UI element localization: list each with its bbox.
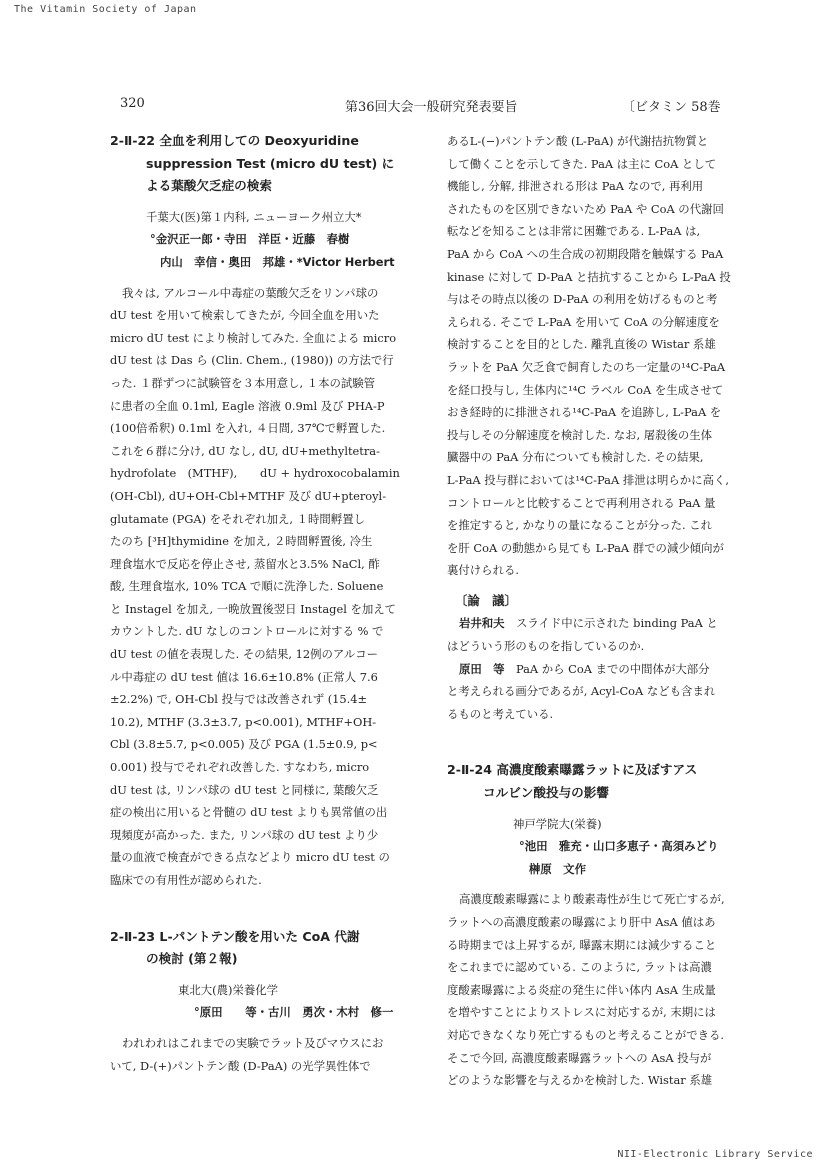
body-text-line: をこれまでに認めている. このように, ラットは高濃: [447, 960, 712, 975]
abstract-23-authors: °原田 等・古川 勇次・木村 修一: [194, 1005, 394, 1020]
body-text-line: して働くことを示してきた. PaA は主に CoA として: [447, 156, 717, 171]
abstract-24-authors: 榊原 文作: [529, 861, 586, 876]
body-text-line: 裏付けられる.: [447, 563, 519, 578]
body-text-line: これを６群に分け, dU なし, dU, dU+methyltetra-: [110, 443, 380, 458]
body-text-line: micro dU test により検討してみた. 全血による micro: [110, 330, 397, 345]
page-number: 320: [120, 96, 145, 111]
body-text-line: (OH-Cbl), dU+OH-Cbl+MTHF 及び dU+pteroyl-: [110, 488, 387, 503]
discussion-question-line: はどういう形のものを指しているのか.: [447, 639, 645, 654]
body-text-line: おき経時的に排泄される¹⁴C-PaA を追跡し, L-PaA を: [447, 405, 722, 420]
abstract-23-title-line: 2-Ⅱ-23 L-パントテン酸を用いた CoA 代謝: [110, 928, 360, 944]
body-text-line: 与はその時点以後の D-PaA の利用を妨げるものと考: [447, 292, 718, 307]
body-text-line: 度酸素曝露による炎症の発生に伴い体内 AsA 生成量: [447, 982, 716, 997]
abstract-22-affiliation: 千葉大(医)第１内科, ニューヨーク州立大*: [146, 209, 362, 224]
body-text-line: そこで今回, 高濃度酸素曝露ラットへの AsA 投与が: [447, 1050, 712, 1065]
body-text-line: 機能し, 分解, 排泄される形は PaA なので, 再利用: [447, 179, 704, 194]
body-text-line: hydrofolate (MTHF), dU + hydroxocobalamin: [110, 466, 400, 481]
body-text-line: あるL-(−)パントテン酸 (L-PaA) が代謝拮抗物質と: [447, 134, 709, 148]
body-text-line: PaA から CoA への生合成の初期段階を触媒する PaA: [447, 246, 724, 261]
body-text-line: どのような影響を与えるかを検討した. Wistar 系雄: [447, 1073, 713, 1088]
body-text-line: dU test は, リンパ球の dU test と同様に, 葉酸欠乏: [110, 782, 379, 797]
body-text-line: dU test の値を表現した. その結果, 12例のアルコー: [110, 647, 379, 662]
body-text-line: ±2.2%) で, OH-Cbl 投与では改善されず (15.4±: [110, 692, 368, 707]
body-text-line: った. １群ずつに試験管を３本用意し, １本の試験管: [110, 375, 376, 390]
running-title: 第36回大会一般研究発表要旨: [345, 100, 518, 115]
body-text-line: 理食塩水で反応を停止させ, 蒸留水と3.5% NaCl, 酢: [110, 556, 380, 571]
body-text-line: われわれはこれまでの実験でラット及びマウスにお: [122, 1035, 384, 1050]
body-text-line: 高濃度酸素曝露により酸素毒性が生じて死亡するが,: [459, 892, 725, 907]
body-text-line: いて, D-(+)パントテン酸 (D-PaA) の光学異性体で: [110, 1058, 371, 1073]
body-text-line: 0.001) 投与でそれぞれ改善した. すなわち, micro: [110, 760, 370, 775]
body-text-line: たのち [³H]thymidine を加え, ２時間孵置後, 冷生: [110, 534, 373, 549]
abstract-22-title-line: 2-Ⅱ-22 全血を利用しての Deoxyuridine: [110, 133, 359, 148]
abstract-24-authors: °池田 雅充・山口多恵子・高須みどり: [519, 839, 719, 854]
body-text-line: されたものを区別できないため PaA や CoA の代謝回: [447, 201, 724, 216]
journal-volume: 〔ビタミン 58巻: [622, 100, 721, 115]
right-column: [447, 130, 759, 1092]
watermark-top: The Vitamin Society of Japan: [14, 4, 197, 15]
abstract-24-title-line: コルビン酸投与の影響: [483, 785, 609, 801]
body-text-line: ラットへの高濃度酸素の曝露により肝中 AsA 値はあ: [447, 915, 716, 929]
abstract-22-body: [110, 282, 420, 892]
body-text-line: 10.2), MTHF (3.3±3.7, p<0.001), MTHF+OH-: [110, 714, 377, 729]
body-text-line: 症の検出に用いると骨髄の dU test よりも異常値の出: [110, 805, 388, 820]
abstract-22-title-line: よる葉酸欠乏症の検索: [146, 178, 272, 194]
body-text-line: L-PaA 投与群においては¹⁴C-PaA 排泄は明らかに高く,: [447, 472, 729, 487]
abstract-23-body-continued: [447, 130, 759, 582]
abstract-22-authors: °金沢正一郎・寺田 洋臣・近藤 春樹: [150, 232, 350, 247]
body-text-line: る時期までは上昇するが, 曝露末期には減少すること: [447, 937, 717, 952]
body-text-line: 酸, 生理食塩水, 10% TCA で順に洗浄した. Soluene: [110, 579, 384, 594]
abstract-23-body: [110, 1032, 420, 1077]
body-text-line: を肝 CoA の動態から見ても L-PaA 群での減少傾向が: [447, 540, 724, 555]
body-text-line: dU test を用いて検索してきたが, 今回全血を用いた: [110, 308, 380, 323]
body-text-line: 我々は, アルコール中毒症の葉酸欠乏をリンパ球の: [122, 285, 379, 300]
watermark-bottom: NII-Electronic Library Service: [617, 1149, 813, 1160]
body-text-line: 検討することを目的とした. 離乳直後の Wistar 系雄: [447, 337, 716, 352]
body-text-line: Cbl (3.8±5.7, p<0.005) 及び PGA (1.5±0.9, p<: [110, 737, 378, 752]
abstract-22-authors: 内山 幸信・奥田 邦雄・*Victor Herbert: [160, 254, 395, 269]
body-text-line: 臓器中の PaA 分布についても検討した. その結果,: [447, 450, 704, 465]
body-text-line: dU test は Das ら (Clin. Chem., (1980)) の方法で行: [110, 353, 394, 368]
body-text-line: ラットを PaA 欠乏食で飼育したのち一定量の¹⁴C-PaA: [447, 359, 726, 374]
abstract-22-title-line: suppression Test (micro dU test) に: [146, 155, 395, 171]
body-text-line: kinase に対して D-PaA と拮抗することから L-PaA 投: [447, 269, 731, 284]
discussion-answerer: 原田 等: [459, 661, 505, 676]
abstract-24-title-line: 2-Ⅱ-24 高濃度酸素曝露ラットに及ぼすアス: [447, 762, 698, 778]
body-text-line: 臨床での有用性が認められた.: [110, 873, 262, 887]
body-text-line: 転などを知ることは非常に困難である. L-PaA は,: [447, 224, 701, 239]
body-text-line: を経口投与し, 生体内に¹⁴C ラベル CoA を生成させて: [447, 382, 724, 397]
discussion-answer-line: るものと考えている.: [447, 706, 554, 721]
body-text-line: コントロールと比較することで再利用される PaA 量: [447, 495, 716, 510]
discussion-heading: 〔論 議〕: [455, 592, 517, 608]
abstract-24-affiliation: 神戸学院大(栄養): [513, 816, 602, 831]
abstract-24-body: [447, 888, 759, 1091]
body-text-line: に患者の全血 0.1ml, Eagle 溶液 0.9ml 及び PHA-P: [110, 398, 385, 413]
body-text-line: を推定すると, かなりの量になることが分った. これ: [447, 518, 713, 533]
body-text-line: カウントした. dU なしのコントロールに対する % で: [110, 624, 384, 639]
body-text-line: を増やすことによりストレスに対応するが, 末期には: [447, 1005, 716, 1020]
body-text-line: glutamate (PGA) をそれぞれ加え, １時間孵置し: [110, 511, 365, 526]
discussion-answer-line: と考えられる画分であるが, Acyl-CoA なども含まれ: [447, 684, 716, 699]
discussion-answer: 原田 等 PaA から CoA までの中間体が大部分: [459, 661, 710, 676]
discussion-questioner: 岩井和夫: [459, 616, 505, 631]
body-text-line: 対応できなくなり死亡するものと考えることができる.: [447, 1027, 724, 1042]
body-text-line: ル中毒症の dU test 値は 16.6±10.8% (正常人 7.6: [110, 669, 378, 684]
body-text-line: 量の血液で検査ができる点などより micro dU test の: [110, 850, 390, 865]
left-column: [110, 130, 420, 1077]
body-text-line: と Instagel を加え, 一晩放置後翌日 Instagel を加えて: [110, 601, 397, 616]
body-text-line: 投与しその分解速度を検討した. なお, 屠殺後の生体: [447, 427, 713, 442]
discussion-question: 岩井和夫 スライド中に示された binding PaA と: [459, 616, 718, 631]
body-text-line: 現頻度が高かった. また, リンパ球の dU test より少: [110, 827, 379, 842]
abstract-23-affiliation: 東北大(農)栄養化学: [178, 982, 279, 997]
body-text-line: (100倍希釈) 0.1ml を入れ, ４日間, 37℃で孵置した.: [110, 421, 386, 436]
body-text-line: えられる. そこで L-PaA を用いて CoA の分解速度を: [447, 314, 720, 329]
abstract-23-title-line: の検討 (第２報): [146, 951, 238, 967]
